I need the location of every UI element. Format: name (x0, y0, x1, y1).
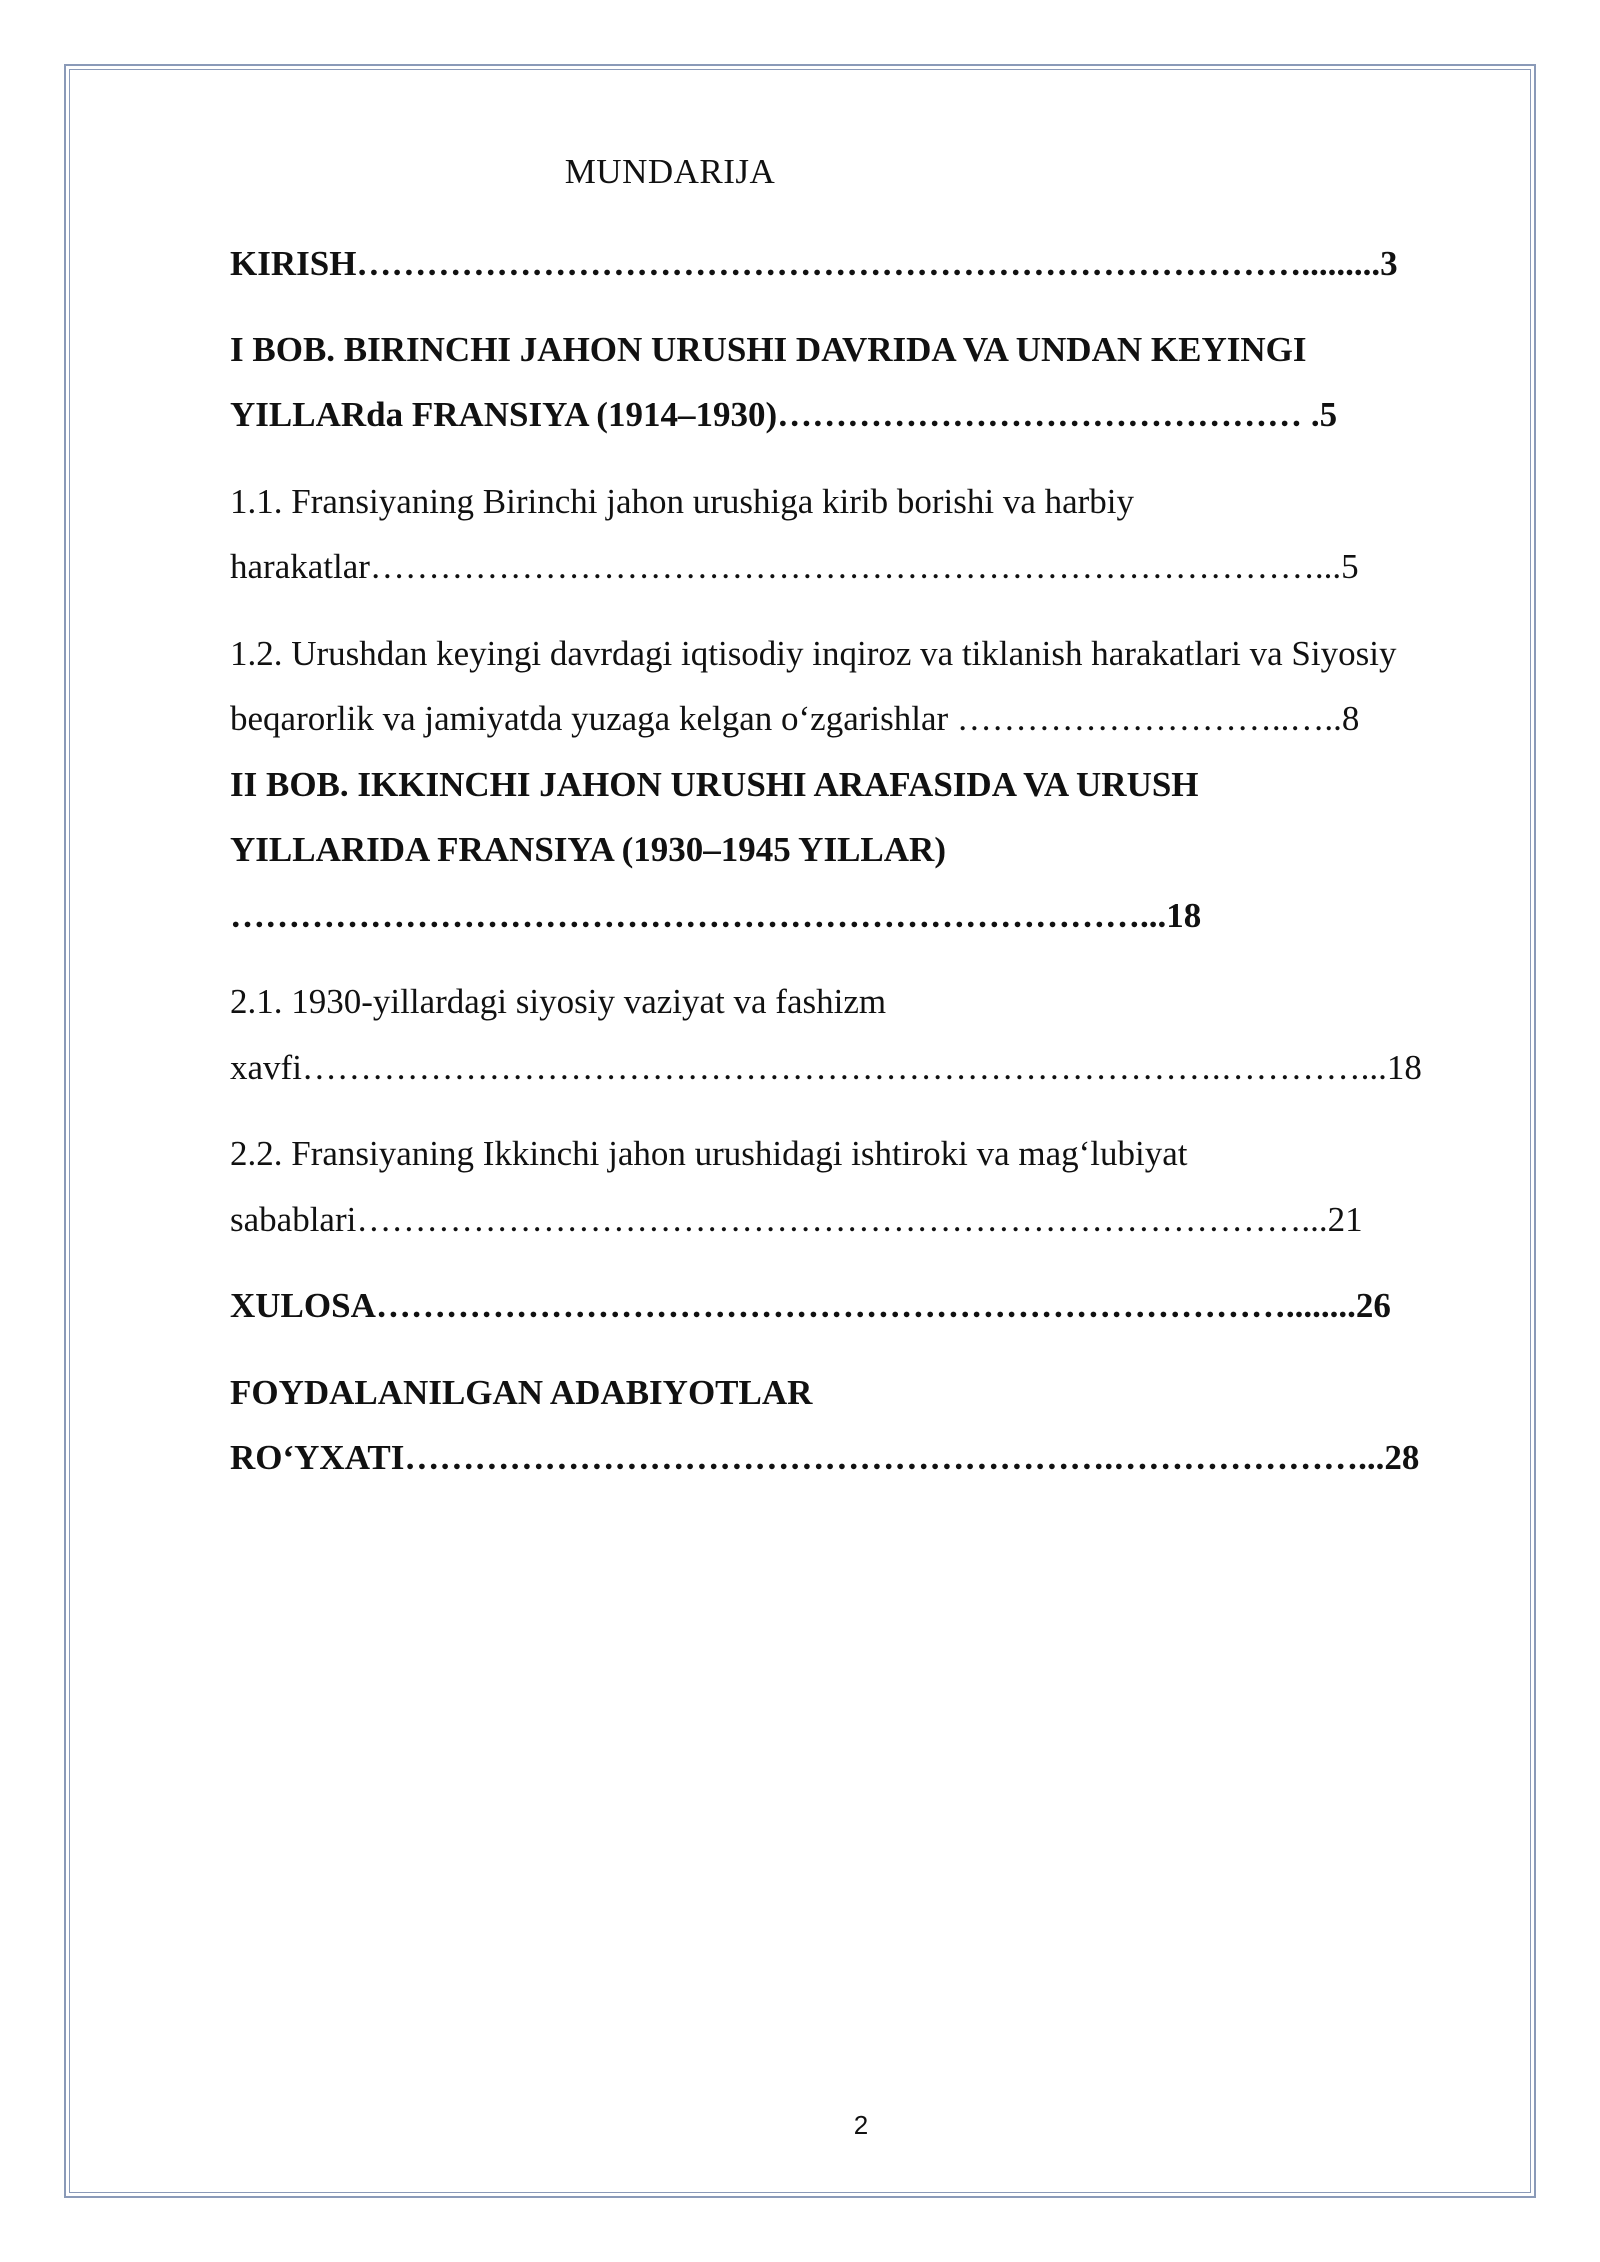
toc-chapter-2-line-3[interactable]: ……………………………………………………………………...18 (230, 896, 1202, 935)
toc-section-2-1-line-1[interactable]: 2.1. 1930-yillardagi siyosiy vaziyat va fashizm (230, 982, 887, 1021)
toc-chapter-2-line-2[interactable]: YILLARIDA FRANSIYA (1930–1945 YILLAR) (230, 830, 946, 869)
toc-chapter-2-line-1[interactable]: II BOB. IKKINCHI JAHON URUSHI ARAFASIDA VA URUSH (230, 765, 1199, 804)
toc-chapter-1-line-1[interactable]: I BOB. BIRINCHI JAHON URUSHI DAVRIDA VA UNDAN KEYINGI (230, 330, 1307, 369)
toc-kirish[interactable]: KIRISH……………………………………………………………………….........3 (230, 244, 1398, 283)
toc-section-2-2-line-2[interactable]: sabablari………………………………………………………………………...21 (230, 1200, 1363, 1239)
toc-section-1-2-line-1[interactable]: 1.2. Urushdan keyingi davrdagi iqtisodiy inqiroz va tiklanish harakatlari va Siyosiy (230, 634, 1397, 673)
toc-section-2-1-line-2[interactable]: xavfi…………………………………………………………………….…………...18 (230, 1048, 1422, 1087)
toc-section-1-1-line-1[interactable]: 1.1. Fransiyaning Birinchi jahon urushiga kirib borishi va harbiy (230, 482, 1135, 521)
page-border-inner (69, 69, 1531, 2193)
toc-references-line-1[interactable]: FOYDALANILGAN ADABIYOTLAR (230, 1373, 813, 1412)
toc-xulosa[interactable]: XULOSA……………………………………………………………………........26 (230, 1286, 1391, 1325)
toc-references-line-2[interactable]: RO‘YXATI…………………………………………………….…………………...28 (230, 1438, 1420, 1477)
toc-section-1-2-line-2[interactable]: beqarorlik va jamiyatda yuzaga kelgan o‘zgarishlar ………………………..…..8 (230, 699, 1360, 738)
toc-chapter-1-line-2[interactable]: YILLARda FRANSIYA (1914–1930)……………………………………… .5 (230, 395, 1338, 434)
toc-section-1-1-line-2[interactable]: harakatlar………………………………………………………………………...5 (230, 547, 1359, 586)
toc-title: MUNDARIJA (564, 152, 776, 191)
page-number: 2 (853, 2110, 869, 2140)
toc-section-2-2-line-1[interactable]: 2.2. Fransiyaning Ikkinchi jahon urushidagi ishtiroki va mag‘lubiyat (230, 1134, 1188, 1173)
